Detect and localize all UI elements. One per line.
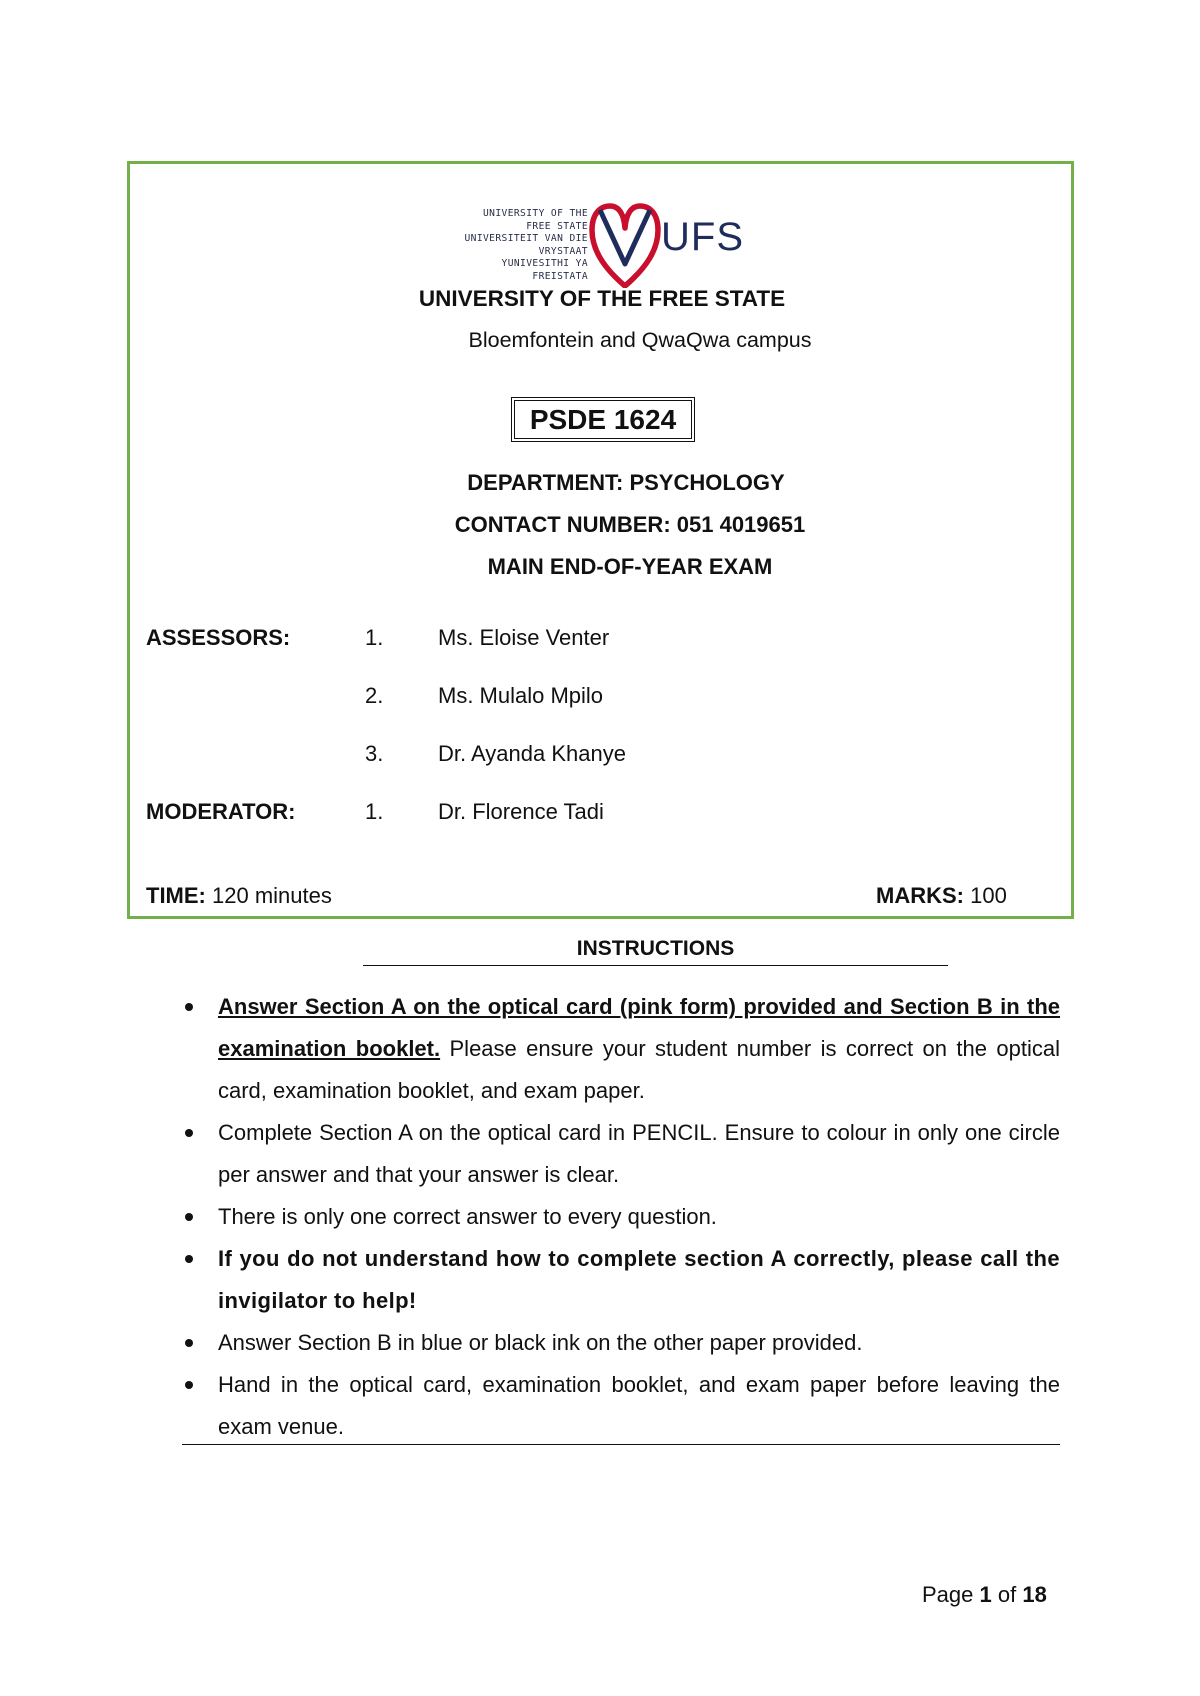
moderator-name: Dr. Florence Tadi bbox=[438, 799, 604, 824]
logo-line: YUNIVESITHI YA bbox=[501, 258, 588, 269]
instructions-title bbox=[363, 937, 948, 966]
assessor-name: Ms. Eloise Venter bbox=[438, 625, 610, 650]
page-footer bbox=[922, 1582, 1047, 1608]
assessor-name: Ms. Mulalo Mpilo bbox=[438, 683, 604, 708]
assessor-name: Dr. Ayanda Khanye bbox=[438, 741, 626, 766]
marks-row bbox=[876, 883, 1007, 909]
logo-text bbox=[458, 208, 588, 283]
time-label: TIME: bbox=[146, 883, 206, 908]
instruction-item: Answer Section B in blue or black ink on the other paper provided. bbox=[180, 1322, 1060, 1364]
logo-line: FREE STATE bbox=[526, 220, 588, 232]
moderator-number: 1. bbox=[365, 799, 384, 824]
marks-label: MARKS: bbox=[876, 883, 964, 908]
ufs-logo bbox=[458, 200, 748, 288]
module-code: PSDE 1624 bbox=[514, 400, 692, 439]
university-name: UNIVERSITY OF THE FREE STATE bbox=[418, 286, 786, 311]
logo-line: VRYSTAAT bbox=[538, 245, 588, 257]
instruction-item: There is only one correct answer to every question. bbox=[180, 1196, 1060, 1238]
logo-acronym: UFS bbox=[661, 215, 744, 259]
logo-line: UNIVERSITEIT VAN DIE bbox=[464, 233, 588, 244]
page-word: Page bbox=[922, 1582, 974, 1607]
instruction-item: Complete Section A on the optical card in PENCIL. Ensure to colour in only one circle per answer and that your answer is clear. bbox=[180, 1112, 1060, 1196]
logo-line: FREISTATA bbox=[532, 270, 588, 282]
instruction-item: Hand in the optical card, examination booklet, and exam paper before leaving the exam venue. bbox=[180, 1364, 1060, 1448]
module-code-box bbox=[511, 397, 695, 442]
page-total: 18 bbox=[1022, 1582, 1047, 1607]
instruction-emphasis: Answer Section A on the optical card (pink form) provided and Section B in the examination booklet. bbox=[218, 994, 1060, 1061]
assessor-number: 1. bbox=[365, 625, 384, 650]
of-word: of bbox=[997, 1582, 1017, 1607]
instructions-bottom-rule bbox=[182, 1444, 1060, 1445]
assessor-number: 2. bbox=[365, 683, 384, 708]
moderator-label: MODERATOR: bbox=[146, 799, 296, 824]
exam-type: MAIN END-OF-YEAR EXAM bbox=[487, 554, 773, 579]
instructions-list bbox=[180, 986, 1060, 1448]
time-value: 120 minutes bbox=[212, 883, 332, 908]
campus: Bloemfontein and QwaQwa campus bbox=[468, 328, 812, 352]
ufs-emblem-icon bbox=[586, 202, 664, 288]
contact-number: CONTACT NUMBER: 051 4019651 bbox=[454, 512, 806, 537]
instruction-item bbox=[180, 986, 1060, 1112]
department: DEPARTMENT: PSYCHOLOGY bbox=[467, 470, 785, 495]
instructions-title-text: INSTRUCTIONS bbox=[576, 937, 735, 960]
instruction-text: Please ensure your student number is correct on the optical card, examination booklet, and exam paper. bbox=[218, 1036, 1060, 1103]
logo-line: UNIVERSITY OF THE bbox=[483, 208, 588, 219]
time-row bbox=[146, 883, 332, 909]
page-number: 1 bbox=[979, 1582, 992, 1607]
marks-value: 100 bbox=[970, 883, 1007, 908]
instruction-item: If you do not understand how to complete section A correctly, please call the invigilator to help! bbox=[180, 1238, 1060, 1322]
assessor-number: 3. bbox=[365, 741, 384, 766]
assessors-label: ASSESSORS: bbox=[146, 625, 291, 650]
